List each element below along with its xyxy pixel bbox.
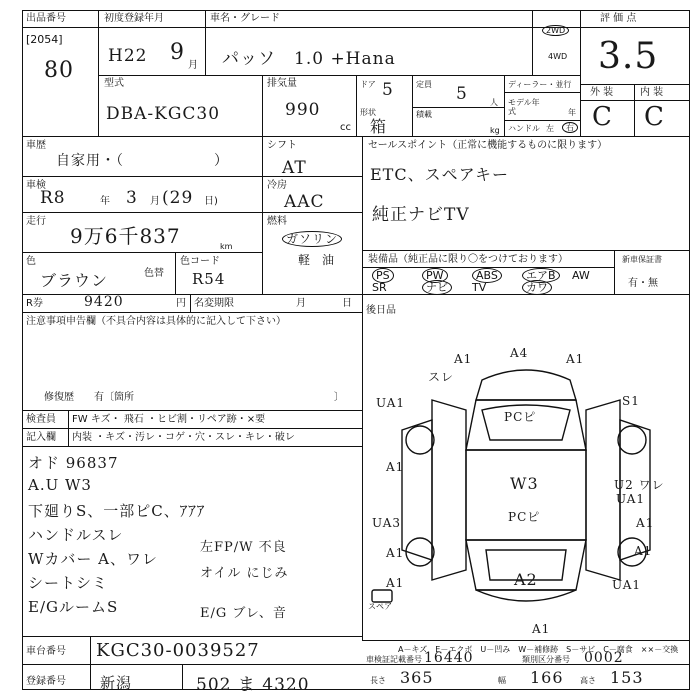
- remark-line: シートシミ: [28, 574, 109, 592]
- capacity-unit: 人: [490, 98, 498, 107]
- handle-right: 右: [562, 123, 578, 132]
- equipment-item: ABS: [472, 270, 502, 282]
- damage-mark: UA1: [616, 492, 646, 506]
- mileage-value: 9万6千837: [70, 224, 181, 248]
- drive-2wd: 2WD: [542, 26, 569, 35]
- remark-right-line: E/G ブレ、音: [200, 606, 287, 621]
- car-name-value: パッソ 1.0 +Hana: [222, 49, 396, 69]
- model-year-label: モデル年式: [508, 98, 540, 116]
- fuel-label: 燃料: [267, 216, 287, 227]
- remark-line: Wカバー A、ワレ: [28, 550, 159, 568]
- car-name-label: 車名・グレード: [210, 13, 280, 24]
- score-label: 評 価 点: [600, 13, 637, 24]
- displacement-label: 排気量: [267, 78, 297, 89]
- damage-mark: W3: [510, 474, 539, 493]
- lot-label: 出品番号: [26, 13, 66, 24]
- shape-label: 形状: [360, 108, 376, 117]
- color-code: R54: [192, 270, 226, 288]
- damage-mark: A1: [634, 544, 653, 558]
- divider: [504, 75, 505, 136]
- damage-mark: A4: [510, 346, 529, 360]
- mileage-label: 走行: [26, 216, 46, 227]
- displacement-unit: cc: [340, 122, 351, 133]
- equipment-item: PW: [422, 270, 448, 282]
- divider: [175, 252, 176, 294]
- spare-label: スペア: [368, 602, 392, 611]
- damage-mark: PCピ: [504, 410, 537, 424]
- plate-value: 502 ま 4320: [196, 675, 310, 695]
- fuel-diesel: 軽 油: [298, 253, 335, 267]
- displacement-value: 990: [285, 100, 321, 120]
- equipment-item: ナビ: [422, 282, 452, 294]
- shape-value: 箱: [370, 117, 388, 136]
- divider: [22, 212, 362, 213]
- damage-mark: A1: [386, 546, 405, 560]
- divider: [68, 410, 69, 446]
- remark-line: ハンドルスレ: [28, 526, 124, 544]
- divider: [22, 176, 362, 177]
- color-label: 色: [26, 256, 36, 267]
- first-reg-era: H22: [108, 46, 148, 66]
- divider: [580, 84, 690, 85]
- damage-mark: A1: [454, 352, 473, 366]
- damage-mark: A1: [386, 576, 405, 590]
- inspection-month: 月: [150, 196, 160, 207]
- remark-line: A.U W3: [28, 476, 92, 494]
- meigi-month: 月: [296, 298, 306, 309]
- handle-label: ハンドル: [508, 124, 540, 133]
- divider: [182, 664, 183, 690]
- shift-label: シフト: [267, 140, 297, 151]
- exterior-label: 外 装: [590, 87, 614, 98]
- load-label: 積載: [416, 110, 432, 119]
- length-label: 長さ: [370, 676, 386, 685]
- divider: [205, 10, 206, 75]
- divider: [532, 10, 533, 75]
- stock-value: 16440: [424, 650, 474, 666]
- recycle-label: R券: [26, 298, 43, 309]
- inspector-items: FW キズ・ 飛石 ・ヒビ割・リペア跡・×要: [72, 414, 266, 425]
- divider: [362, 250, 690, 251]
- divider: [22, 27, 690, 28]
- notes-label: 注意事項申告欄（不具合内容は具体的に記入して下さい）: [26, 316, 286, 327]
- drive-4wd: 4WD: [548, 52, 568, 61]
- width-label: 幅: [498, 676, 506, 685]
- divider: [262, 75, 263, 136]
- damage-mark: U2 ワレ: [614, 478, 665, 492]
- dealer-label: ディーラー・並行: [508, 80, 572, 89]
- divider: [90, 636, 91, 690]
- record-label: 記入欄: [26, 432, 56, 443]
- inspection-month-val: 3: [126, 188, 138, 208]
- remark-line: 下廻りS、一部ピC、ｱｱｱ: [28, 502, 206, 520]
- shift-value: AT: [282, 158, 307, 178]
- first-reg-month: 9: [170, 40, 185, 65]
- inspection-label: 車検: [26, 180, 46, 191]
- inspection-value: R8: [40, 188, 66, 208]
- plate-region: 新潟: [100, 674, 133, 692]
- damage-mark: PCピ: [508, 510, 541, 524]
- damage-mark: A1: [636, 516, 655, 530]
- capacity-value: 5: [456, 84, 468, 104]
- lot-number: 80: [44, 58, 74, 83]
- ac-label: 冷房: [267, 180, 287, 191]
- color-code-label: 色コード: [180, 256, 220, 267]
- remark-right-line: オイル にじみ: [200, 566, 289, 581]
- divider: [190, 294, 191, 312]
- chassis-value: KGC30-0039527: [96, 640, 260, 661]
- divider: [634, 84, 635, 136]
- first-reg-label: 初度登録年月: [104, 13, 164, 24]
- equipment-item: PS: [372, 270, 394, 282]
- interior-label: 内 装: [640, 87, 664, 98]
- model-label: 型式: [104, 78, 124, 89]
- width-value: 166: [530, 668, 564, 687]
- class-label: 類別区分番号: [522, 655, 570, 664]
- meigi-label: 名変期限: [194, 298, 234, 309]
- model-value: DBA-KGC30: [106, 104, 221, 124]
- divider: [362, 410, 363, 640]
- remark-line: オド 96837: [28, 454, 119, 472]
- first-reg-month-unit: 月: [188, 60, 198, 71]
- divider: [362, 640, 690, 641]
- score-value: 3.5: [598, 36, 659, 77]
- history-value: 自家用・（ ）: [56, 153, 229, 169]
- repair-label: 修復歴 有〔箇所: [44, 392, 134, 403]
- exterior-value: C: [592, 102, 613, 132]
- doors-value: 5: [382, 80, 394, 100]
- equipment-item: エアB: [522, 270, 560, 282]
- mileage-unit: km: [220, 242, 233, 251]
- divider: [22, 636, 362, 637]
- fuel-gas: ガソリン: [282, 230, 342, 247]
- divider: [98, 75, 580, 76]
- divider: [22, 312, 362, 313]
- lot-bracket: [2054]: [26, 33, 63, 46]
- damage-mark: A1: [386, 460, 405, 474]
- divider: [22, 136, 690, 137]
- equipment-item: AW: [572, 269, 590, 282]
- divider: [504, 120, 580, 121]
- recycle-value: 9420: [84, 294, 124, 310]
- later-label: 後日品: [366, 305, 396, 316]
- warranty-label: 新車保証書: [622, 255, 662, 264]
- load-unit: kg: [490, 126, 500, 135]
- ac-value: AAC: [284, 192, 325, 212]
- handle-left: 左: [546, 124, 554, 133]
- record-items: 内装 ・キズ・汚レ・コゲ・穴・スレ・キレ・破レ: [72, 432, 295, 443]
- divider: [356, 75, 357, 136]
- damage-mark: UA1: [612, 578, 642, 592]
- damage-mark: A1: [532, 622, 551, 636]
- chassis-label: 車台番号: [26, 646, 66, 657]
- warranty-value: 有・無: [628, 278, 658, 289]
- repair-close: 〕: [334, 392, 344, 403]
- divider: [580, 100, 690, 101]
- equipment-item: TV: [472, 281, 487, 294]
- height-label: 高さ: [580, 676, 596, 685]
- divider: [412, 107, 504, 108]
- stock-label: 車検証記載番号: [366, 655, 422, 664]
- defect-legend: A－キズ E－エクボ U－凹み W－補修跡 S－サビ C－腐食 ××－交換: [398, 645, 679, 654]
- model-year-unit: 年: [568, 108, 576, 117]
- capacity-label: 定員: [416, 80, 432, 89]
- divider: [412, 75, 413, 136]
- interior-value: C: [644, 102, 665, 132]
- remark-line: E/GルームS: [28, 598, 119, 616]
- divider: [98, 10, 99, 136]
- divider: [22, 446, 362, 447]
- inspection-day: 日): [204, 196, 218, 207]
- remark-right-line: 左FP/W 不良: [200, 540, 287, 555]
- class-value: 0002: [584, 650, 624, 666]
- equipment-label: 装備品（純正品に限り〇をつけております）: [368, 254, 568, 265]
- meigi-day: 日: [342, 298, 352, 309]
- divider: [614, 250, 615, 294]
- divider: [362, 136, 363, 294]
- damage-mark: A2: [514, 570, 538, 589]
- divider: [22, 410, 362, 411]
- damage-mark: UA3: [372, 516, 402, 530]
- divider: [504, 92, 580, 93]
- inspection-year: 年: [100, 196, 110, 207]
- damage-mark: スレ: [428, 370, 455, 384]
- color-value: ブラウン: [40, 271, 109, 290]
- divider: [22, 428, 362, 429]
- recycle-unit: 円: [176, 298, 186, 309]
- plate-label: 登録番号: [26, 676, 66, 687]
- divider: [262, 136, 263, 294]
- height-value: 153: [610, 668, 644, 687]
- doors-label: ドア: [360, 80, 376, 89]
- divider: [580, 10, 581, 136]
- equipment-item: SR: [372, 281, 387, 294]
- sales-point-label: セールスポイント（正常に機能するものに限ります）: [368, 140, 608, 151]
- sales-point-line2: 純正ナビTV: [372, 205, 470, 225]
- length-value: 365: [400, 668, 434, 687]
- damage-mark: UA1: [376, 396, 406, 410]
- equipment-item: カワ: [522, 282, 552, 294]
- color-tone-label: 色替: [144, 268, 164, 279]
- divider: [22, 252, 262, 253]
- sales-point-line1: ETC、スペアキー: [370, 165, 509, 184]
- inspector-label: 検査員: [26, 414, 56, 425]
- damage-mark: A1: [566, 352, 585, 366]
- damage-mark: S1: [622, 394, 640, 408]
- history-label: 車歴: [26, 140, 46, 151]
- inspection-day-val: (29: [162, 188, 194, 208]
